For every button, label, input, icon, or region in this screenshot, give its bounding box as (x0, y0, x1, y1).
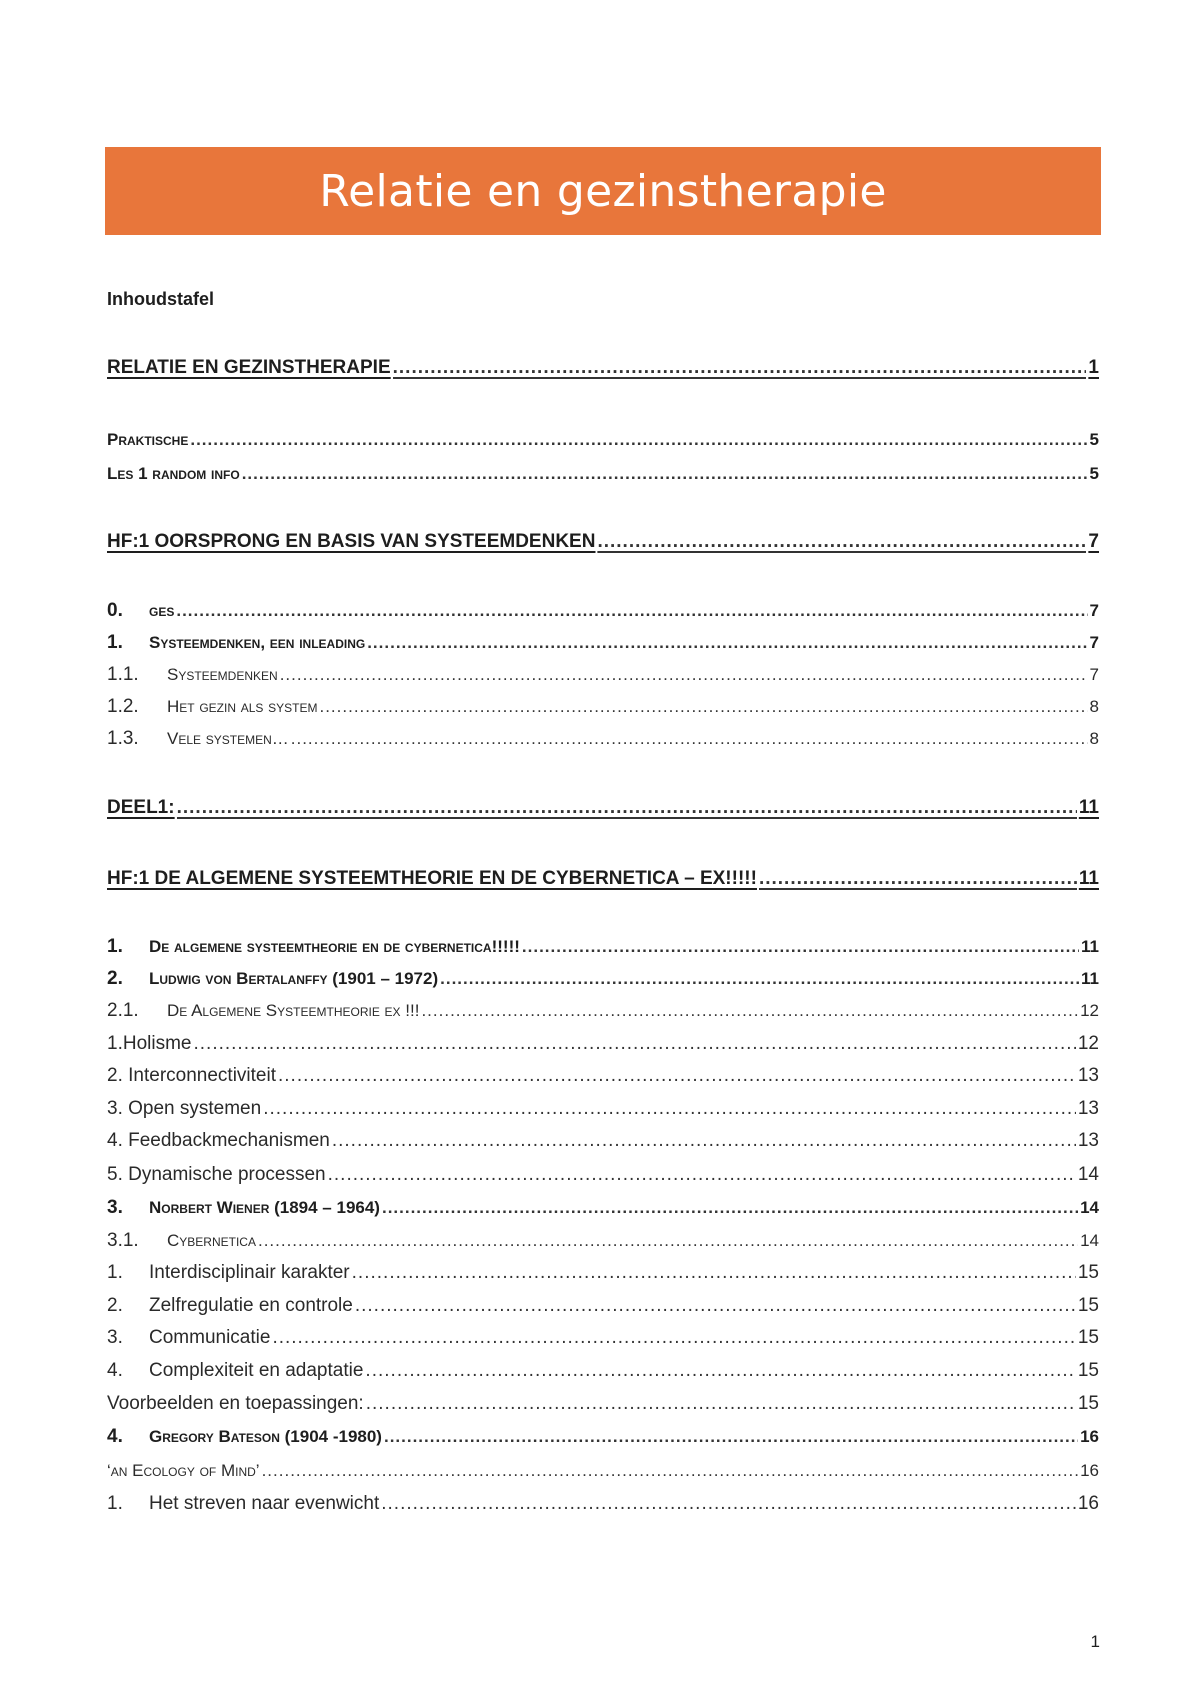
toc-entry-label: De algemene systeemtheorie en de cybernetica!!!!! (149, 937, 520, 956)
toc-entry-label: 5. Dynamische processen (107, 1164, 326, 1185)
toc-entry[interactable] (107, 1459, 1099, 1483)
toc-dot-leader (365, 1359, 1075, 1383)
toc-entry[interactable] (107, 1294, 1099, 1318)
toc-entry-number: 4. (107, 1426, 123, 1447)
toc-dot-leader (332, 1129, 1076, 1153)
toc-entry[interactable] (107, 1064, 1099, 1088)
toc-dot-leader (258, 1229, 1078, 1253)
toc-dot-leader (367, 631, 1087, 655)
toc-entry[interactable] (107, 1032, 1099, 1056)
toc-entry-label: Systeemdenken (167, 665, 278, 684)
toc-entry-page: 16 (1077, 1493, 1099, 1514)
toc-dot-leader (381, 1492, 1076, 1516)
toc-dot-leader (759, 867, 1077, 891)
toc-entry-label: Het streven naar evenwicht (149, 1493, 380, 1514)
toc-entry-label: Ludwig von Bertalanffy (1901 – 1972) (149, 969, 439, 988)
toc-entry-page: 11 (1078, 797, 1099, 818)
toc-entry[interactable] (107, 695, 1099, 719)
toc-entry-page: 5 (1089, 430, 1099, 449)
toc-entry-label: 1.Holisme (107, 1033, 192, 1054)
toc-entry[interactable] (107, 356, 1099, 380)
toc-entry-page: 8 (1089, 729, 1099, 748)
toc-entry-label: HF:1 DE ALGEMENE SYSTEEMTHEORIE EN DE CYBERNETICA – EX!!!!! (107, 868, 757, 889)
toc-entry[interactable] (107, 867, 1099, 891)
toc-entry-label: Communicatie (149, 1327, 271, 1348)
toc-entry[interactable] (107, 1492, 1099, 1516)
toc-entry-label: Les 1 random info (107, 464, 240, 483)
toc-entry-label: ges (149, 601, 175, 620)
toc-entry-label: HF:1 OORSPRONG EN BASIS VAN SYSTEEMDENKEN (107, 531, 596, 552)
toc-entry-label: Systeemdenken, een inleading (149, 633, 366, 652)
toc-entry-label: RELATIE EN GEZINSTHERAPIE (107, 357, 391, 378)
toc-entry[interactable] (107, 1326, 1099, 1350)
toc-entry-page: 13 (1077, 1098, 1099, 1119)
toc-entry-number: 2. (107, 1295, 123, 1316)
toc-entry-label: Complexiteit en adaptatie (149, 1360, 364, 1381)
toc-entry[interactable] (107, 1261, 1099, 1285)
toc-entry-number: 1.2. (107, 696, 139, 717)
toc-entry-page: 15 (1077, 1360, 1099, 1381)
toc-dot-leader (328, 1163, 1076, 1187)
toc-entry[interactable] (107, 631, 1099, 655)
toc-entry-number: 2.1. (107, 1000, 139, 1021)
toc-dot-leader (382, 1196, 1078, 1220)
toc-entry[interactable] (107, 663, 1099, 687)
toc-entry-number: 1. (107, 1493, 123, 1514)
toc-entry[interactable] (107, 1097, 1099, 1121)
toc-entry-page: 15 (1077, 1327, 1099, 1348)
toc-entry-number: 3. (107, 1197, 123, 1218)
toc-entry[interactable] (107, 599, 1099, 623)
toc-entry-page: 13 (1077, 1130, 1099, 1151)
toc-entry-page: 14 (1080, 1198, 1099, 1217)
toc-entry-number: 2. (107, 968, 123, 989)
toc-dot-leader (393, 356, 1087, 380)
page-number: 1 (1090, 1632, 1100, 1651)
toc-entry-label: Voorbeelden en toepassingen: (107, 1393, 364, 1414)
toc-dot-leader (176, 599, 1087, 623)
toc-entry-label: 4. Feedbackmechanismen (107, 1130, 330, 1151)
toc-entry-label: ‘an Ecology of Mind’ (107, 1461, 260, 1480)
toc-entry-label: Zelfregulatie en controle (149, 1295, 353, 1316)
toc-dot-leader (272, 1326, 1075, 1350)
toc-entry-page: 15 (1077, 1262, 1099, 1283)
toc-dot-leader (242, 462, 1088, 486)
toc-entry-page: 7 (1088, 531, 1099, 552)
toc-entry-page: 7 (1089, 665, 1099, 684)
toc-entry-page: 11 (1081, 969, 1099, 988)
toc-entry[interactable] (107, 1359, 1099, 1383)
toc-entry[interactable] (107, 1392, 1099, 1416)
toc-entry[interactable] (107, 999, 1099, 1023)
toc-entry-page: 12 (1077, 1033, 1099, 1054)
toc-dot-leader (597, 530, 1086, 554)
toc-entry-label: 2. Interconnectiviteit (107, 1065, 276, 1086)
toc-entry-page: 15 (1077, 1393, 1099, 1414)
toc-entry-page: 11 (1081, 937, 1099, 956)
toc-dot-leader (291, 727, 1088, 751)
toc-dot-leader (280, 663, 1088, 687)
toc-entry-label: Gregory Bateson (1904 -1980) (149, 1427, 382, 1446)
toc-dot-leader (177, 796, 1077, 820)
title-banner (105, 147, 1101, 235)
toc-entry[interactable] (107, 1163, 1099, 1187)
toc-entry-page: 14 (1080, 1231, 1099, 1250)
toc-dot-leader (440, 967, 1079, 991)
toc-entry-number: 1. (107, 936, 123, 957)
toc-entry-page: 8 (1089, 697, 1099, 716)
toc-entry-number: 4. (107, 1360, 123, 1381)
toc-entry-label: Cybernetica (167, 1231, 256, 1250)
toc-entry-number: 3. (107, 1327, 123, 1348)
toc-entry[interactable] (107, 530, 1099, 554)
toc-entry-label: Interdisciplinair karakter (149, 1262, 350, 1283)
toc-entry[interactable] (107, 796, 1099, 820)
toc-entry[interactable] (107, 428, 1099, 452)
toc-dot-leader (262, 1459, 1079, 1483)
toc-dot-leader (193, 1032, 1075, 1056)
toc-entry-page: 1 (1088, 357, 1099, 378)
toc-entry-label: Praktische (107, 430, 189, 449)
toc-dot-leader (355, 1294, 1076, 1318)
toc-entry-number: 1.1. (107, 664, 139, 685)
toc-entry-label: Het gezin als system (167, 697, 318, 716)
toc-heading: Inhoudstafel (107, 289, 214, 309)
toc-entry-number: 1.3. (107, 728, 139, 749)
toc-entry-page: 14 (1077, 1164, 1099, 1185)
toc-entry-page: 16 (1080, 1427, 1099, 1446)
toc-entry-page: 13 (1077, 1065, 1099, 1086)
toc-entry-label: DEEL1: (107, 797, 175, 818)
toc-dot-leader (421, 999, 1078, 1023)
toc-entry[interactable] (107, 1425, 1099, 1449)
toc-dot-leader (366, 1392, 1076, 1416)
toc-entry-label: Norbert Wiener (1894 – 1964) (149, 1198, 380, 1217)
toc-dot-leader (263, 1097, 1076, 1121)
toc-entry-page: 12 (1080, 1001, 1099, 1020)
toc-entry[interactable] (107, 1129, 1099, 1153)
toc-dot-leader (278, 1064, 1076, 1088)
toc-entry[interactable] (107, 967, 1099, 991)
document-title: Relatie en gezinstherapie (319, 165, 887, 217)
toc-entry-label: 3. Open systemen (107, 1098, 262, 1119)
toc-entry-number: 3.1. (107, 1230, 139, 1251)
toc-entry[interactable] (107, 727, 1099, 751)
toc-entry-page: 15 (1077, 1295, 1099, 1316)
toc-entry-page: 7 (1089, 601, 1099, 620)
toc-entry-number: 1. (107, 632, 123, 653)
toc-dot-leader (319, 695, 1087, 719)
toc-entry[interactable] (107, 1229, 1099, 1253)
toc-entry[interactable] (107, 935, 1099, 959)
toc-entry-page: 11 (1078, 868, 1099, 889)
toc-entry-page: 16 (1080, 1461, 1099, 1480)
toc-entry-number: 0. (107, 600, 123, 621)
toc-dot-leader (190, 428, 1087, 452)
toc-entry-label: Vele systemen… (167, 729, 289, 748)
toc-entry[interactable] (107, 1196, 1099, 1220)
toc-entry-label: De Algemene Systeemtheorie ex !!! (167, 1001, 420, 1020)
toc-entry-page: 5 (1089, 464, 1099, 483)
toc-dot-leader (384, 1425, 1078, 1449)
toc-entry-number: 1. (107, 1262, 123, 1283)
toc-entry-page: 7 (1089, 633, 1099, 652)
toc-entry[interactable] (107, 462, 1099, 486)
toc-dot-leader (352, 1261, 1076, 1285)
toc-dot-leader (522, 935, 1079, 959)
